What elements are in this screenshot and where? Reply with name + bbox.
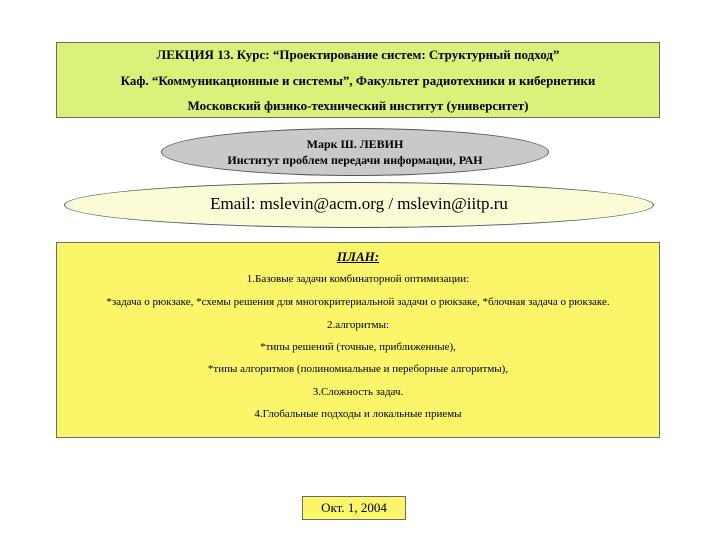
plan-item: 4.Глобальные подходы и локальные приемы [254,408,462,420]
plan-item: *задача о рюкзаке, *схемы решения для многокритериальной задачи о рюкзаке, *блочная задача о рюкзаке. [106,296,610,308]
institute-line: Московский физико-технический институт (университет) [187,98,529,113]
plan-box [56,242,660,438]
author-name: Марк Ш. ЛЕВИН [306,137,404,151]
author-ellipse [161,128,549,176]
plan-item: *типы решений (точные, приближенные), [260,341,456,353]
email-ellipse [64,182,654,228]
plan-item: *типы алгоритмов (полиномиальные и переборные алгоритмы), [207,363,509,375]
department-line: Каф. “Коммуникационные и системы”, Факультет радиотехники и кибернетики [120,73,596,88]
lecture-title: ЛЕКЦИЯ 13. Курс: “Проектирование систем: Структурный подход” [156,47,560,62]
email-text: Email: mslevin@acm.org / mslevin@iitp.ru [210,194,508,213]
plan-title: ПЛАН: [336,249,380,264]
plan-item: 3.Сложность задач. [312,386,404,398]
date-text: Окт. 1, 2004 [321,500,387,515]
plan-item: 2.алгоритмы: [326,319,390,331]
date-box [302,496,406,520]
course-header-box [56,42,660,118]
plan-item: 1.Базовые задачи комбинаторной оптимизации: [246,273,470,285]
author-institute: Институт проблем передачи информации, РАН [227,153,483,167]
